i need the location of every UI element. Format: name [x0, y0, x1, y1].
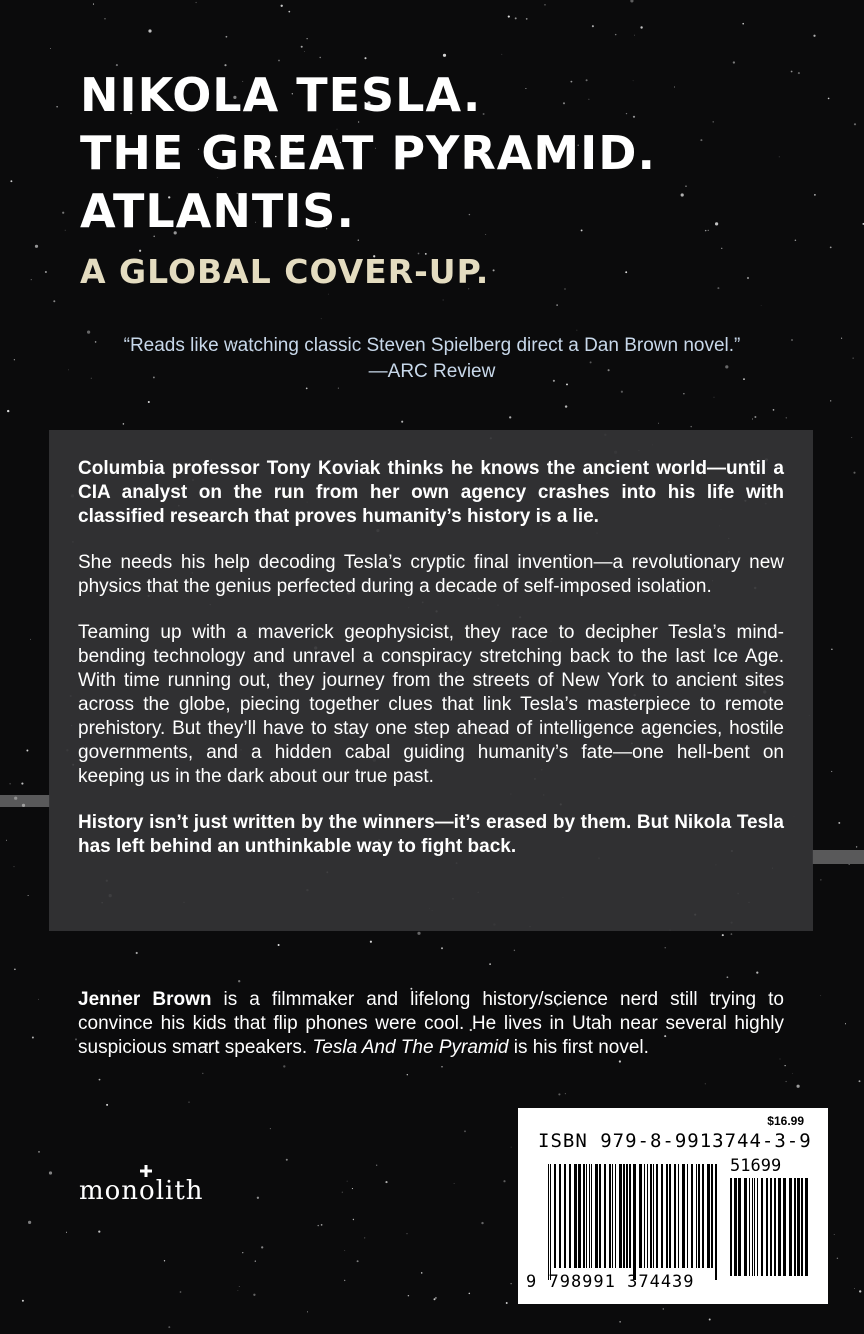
- star: [9, 783, 10, 784]
- star: [99, 1079, 101, 1081]
- star: [564, 288, 565, 289]
- review-quote: [120, 333, 744, 385]
- barcode-bar: [734, 1178, 737, 1276]
- star: [779, 157, 780, 158]
- quote-text: “Reads like watching classic Steven Spielberg direct a Dan Brown novel.”: [123, 335, 741, 356]
- headline: [80, 66, 656, 240]
- barcode-bar: [783, 1178, 786, 1276]
- publisher-name: monolith: [79, 1176, 204, 1206]
- star: [708, 230, 709, 231]
- star: [342, 1192, 343, 1193]
- star: [683, 393, 684, 394]
- star: [690, 426, 691, 427]
- star: [443, 300, 444, 301]
- star: [10, 180, 12, 182]
- barcode-bar: [619, 1164, 622, 1268]
- barcode-bar: [569, 1164, 571, 1268]
- star: [344, 1250, 345, 1251]
- price-label: $16.99: [767, 1114, 804, 1128]
- star: [257, 1197, 259, 1199]
- barcode-bar: [674, 1164, 676, 1268]
- barcode-bar: [715, 1164, 717, 1280]
- star: [318, 1225, 319, 1226]
- star: [845, 1023, 846, 1024]
- ean-number: 9 798991 374439: [526, 1272, 695, 1292]
- star: [22, 1300, 24, 1302]
- star: [685, 185, 686, 186]
- barcode-bar: [797, 1178, 800, 1276]
- star: [792, 1073, 793, 1074]
- star: [286, 1159, 288, 1161]
- barcode-bar: [744, 1178, 747, 1276]
- isbn-label: ISBN 979-8-9913744-3-9: [538, 1130, 812, 1152]
- star: [93, 4, 94, 5]
- star: [28, 1221, 31, 1224]
- star: [515, 17, 517, 19]
- barcode-bar: [766, 1178, 768, 1276]
- star: [62, 212, 64, 214]
- star: [509, 416, 511, 418]
- star: [65, 230, 66, 231]
- barcode-bar: [599, 1164, 601, 1268]
- star: [791, 71, 793, 73]
- star: [834, 1234, 835, 1235]
- star: [621, 391, 623, 393]
- star: [66, 1232, 67, 1233]
- star: [854, 1288, 855, 1289]
- star: [514, 950, 515, 951]
- star: [344, 1280, 345, 1281]
- barcode-bar: [702, 1164, 704, 1268]
- star: [831, 771, 832, 772]
- star: [417, 932, 420, 935]
- barcode-bar: [666, 1164, 668, 1268]
- star: [556, 304, 557, 305]
- star: [168, 1326, 170, 1328]
- star: [785, 1065, 786, 1066]
- star: [715, 222, 718, 225]
- star: [14, 968, 16, 970]
- star: [851, 437, 852, 438]
- star: [859, 1080, 861, 1082]
- star: [727, 976, 729, 978]
- barcode-bar: [687, 1164, 688, 1268]
- star: [14, 359, 15, 360]
- barcode-bar: [578, 1164, 581, 1268]
- star: [87, 331, 90, 334]
- star: [681, 193, 684, 196]
- barcode-bar: [615, 1164, 616, 1268]
- star: [364, 1237, 365, 1238]
- star: [307, 38, 308, 39]
- star: [347, 1181, 348, 1182]
- star: [136, 952, 138, 954]
- barcode-bar: [707, 1164, 710, 1268]
- star: [791, 339, 793, 341]
- star: [558, 1093, 560, 1095]
- star: [202, 1073, 203, 1074]
- star: [830, 246, 832, 248]
- star: [304, 51, 305, 52]
- headline-line-1: NIKOLA TESLA.: [80, 68, 482, 122]
- star: [665, 947, 666, 948]
- description-panel: [49, 430, 813, 931]
- star: [50, 48, 51, 49]
- barcode-bar: [730, 1178, 732, 1276]
- star: [239, 1286, 240, 1287]
- star: [283, 1065, 285, 1067]
- star: [49, 1171, 52, 1174]
- star: [747, 277, 749, 279]
- star: [577, 330, 578, 331]
- star: [352, 1188, 353, 1189]
- star: [28, 895, 29, 896]
- barcode-bar: [669, 1164, 671, 1268]
- star: [658, 423, 659, 424]
- star: [859, 1290, 861, 1292]
- star: [722, 934, 724, 936]
- star: [469, 1293, 471, 1295]
- barcode-bar: [559, 1164, 561, 1268]
- star: [464, 1130, 466, 1132]
- star: [253, 1294, 255, 1296]
- description-paragraph-1: Columbia professor Tony Koviak thinks he knows the ancient world—until a CIA analyst on the run from her own agency crashes into his life with classified research that proves humanity’s history is a lie.: [78, 458, 784, 527]
- star: [713, 121, 714, 122]
- star: [773, 409, 775, 411]
- star: [565, 1093, 566, 1094]
- star: [357, 1260, 359, 1262]
- barcode-bar: [711, 1164, 713, 1268]
- star: [189, 1102, 190, 1103]
- tagline: A GLOBAL COVER-UP.: [80, 252, 490, 291]
- barcode-bar: [650, 1164, 652, 1268]
- barcode-bar: [696, 1164, 697, 1268]
- star: [104, 18, 105, 19]
- star: [838, 822, 840, 824]
- star: [14, 866, 15, 867]
- barcode-bar: [789, 1178, 792, 1276]
- star: [853, 472, 855, 474]
- star: [364, 57, 366, 59]
- star: [742, 23, 744, 25]
- star: [53, 300, 55, 302]
- star: [441, 947, 443, 949]
- star: [489, 963, 491, 965]
- star: [56, 106, 57, 107]
- star: [278, 944, 280, 946]
- headline-line-2: THE GREAT PYRAMID.: [80, 126, 656, 180]
- star: [408, 1295, 409, 1296]
- barcode-bar: [586, 1164, 587, 1268]
- star: [164, 1260, 165, 1261]
- star: [35, 245, 38, 248]
- barcode-bar: [633, 1164, 636, 1280]
- star: [319, 57, 320, 58]
- star: [511, 1283, 512, 1284]
- star: [31, 279, 32, 280]
- star: [307, 1311, 308, 1312]
- description-paragraph-2: She needs his help decoding Tesla’s cryptic final invention—a revolutionary new physics that the genius perfected during a decade of self-imposed isolation.: [78, 552, 784, 597]
- description-text: [78, 457, 784, 881]
- star: [7, 410, 9, 412]
- star: [95, 341, 97, 343]
- star: [261, 1246, 263, 1248]
- star: [493, 269, 495, 271]
- barcode-bar: [653, 1164, 654, 1268]
- star: [270, 1128, 271, 1129]
- barcode-bar: [609, 1164, 611, 1268]
- planet-ring-streak: [0, 795, 50, 807]
- barcode-bar: [770, 1178, 772, 1276]
- barcode-bar: [629, 1164, 631, 1268]
- star: [196, 2, 197, 3]
- star: [714, 397, 715, 398]
- star: [831, 649, 832, 650]
- barcode-bar: [644, 1164, 645, 1268]
- star: [321, 1224, 323, 1226]
- star: [798, 72, 800, 74]
- barcode-bar: [623, 1164, 625, 1268]
- star: [238, 980, 240, 982]
- star: [756, 972, 758, 974]
- star: [565, 405, 567, 407]
- star: [123, 423, 125, 425]
- star: [709, 1319, 711, 1321]
- star: [288, 11, 290, 13]
- star: [32, 1037, 34, 1039]
- star: [705, 1084, 706, 1085]
- star: [454, 1183, 455, 1184]
- barcode-bar: [591, 1164, 592, 1268]
- star: [786, 1081, 787, 1082]
- barcode-bar: [639, 1164, 642, 1268]
- star: [786, 417, 787, 418]
- star: [526, 18, 528, 20]
- star: [754, 416, 756, 418]
- star: [328, 294, 329, 295]
- star: [619, 1321, 620, 1322]
- star: [226, 36, 228, 38]
- star: [306, 388, 308, 390]
- quote-source: —ARC Review: [368, 361, 496, 382]
- star: [301, 46, 303, 48]
- star: [98, 1231, 100, 1233]
- barcode-bar: [778, 1178, 781, 1276]
- barcode-bar: [738, 1178, 741, 1276]
- bio-text-2: is his first novel.: [508, 1037, 649, 1058]
- star: [733, 61, 735, 63]
- star: [434, 1298, 436, 1300]
- star: [30, 639, 31, 640]
- star: [180, 1291, 182, 1293]
- star: [721, 248, 722, 249]
- barcode-bar: [589, 1164, 590, 1268]
- barcode-bar: [548, 1164, 549, 1280]
- star: [663, 1308, 664, 1309]
- star: [511, 1147, 512, 1148]
- star: [501, 54, 502, 55]
- star: [321, 318, 322, 319]
- star: [630, 0, 633, 3]
- star: [255, 1260, 256, 1261]
- star: [148, 29, 151, 32]
- star: [854, 123, 856, 125]
- barcode-bar: [805, 1178, 808, 1276]
- barcode-bar: [754, 1178, 755, 1276]
- headline-line-3: ATLANTIS.: [80, 184, 355, 238]
- barcode-bar: [604, 1164, 606, 1268]
- star: [338, 388, 339, 389]
- star: [106, 1104, 108, 1106]
- star: [281, 5, 283, 7]
- barcode-bar: [550, 1164, 551, 1280]
- star: [640, 26, 642, 28]
- star: [849, 864, 850, 865]
- barcode-bar: [752, 1178, 753, 1276]
- barcode-bar: [774, 1178, 776, 1276]
- star: [242, 1252, 243, 1253]
- barcode-bar: [612, 1164, 613, 1268]
- barcode-bar: [761, 1178, 763, 1276]
- barcode-bar: [595, 1164, 598, 1268]
- star: [820, 995, 821, 996]
- description-paragraph-4: History isn’t just written by the winners—it’s erased by them. But Nikola Tesla has left behind an unthinkable way to fight back.: [78, 812, 784, 857]
- star: [407, 1233, 408, 1234]
- star: [38, 999, 39, 1000]
- barcode-bar: [661, 1164, 663, 1268]
- star: [45, 271, 47, 273]
- star: [91, 378, 92, 379]
- author-bio: [78, 988, 784, 1060]
- author-name: Jenner Brown: [78, 989, 212, 1010]
- bio-text-1: is a filmmaker and lifelong history/science nerd still trying to convince his kids that flip phones were cool. He lives in Utah near several highly suspicious smart speakers.: [78, 989, 784, 1058]
- star: [820, 879, 821, 880]
- barcode-bar: [554, 1164, 556, 1268]
- star: [841, 338, 842, 339]
- star: [6, 840, 7, 841]
- planet-ring-streak: [812, 850, 864, 864]
- star: [407, 1074, 408, 1075]
- star: [506, 1302, 508, 1304]
- star: [797, 1085, 800, 1088]
- star: [761, 305, 762, 306]
- star: [795, 240, 797, 242]
- star: [828, 98, 830, 100]
- star: [705, 230, 706, 231]
- barcode-bar: [794, 1178, 796, 1276]
- star: [731, 933, 733, 935]
- star: [503, 1180, 505, 1182]
- star: [481, 1222, 483, 1224]
- barcode-bar: [749, 1178, 750, 1276]
- star: [615, 34, 616, 35]
- barcode-bar: [682, 1164, 685, 1268]
- star: [717, 287, 719, 289]
- star: [837, 1258, 838, 1259]
- description-paragraph-3: Teaming up with a maverick geophysicist, they race to decipher Tesla’s mind-bending technology and unravel a conspiracy stretching back to the last Ice Age. With time running out, they journey from the streets of New York to ancient sites across the globe, piecing together clues that link Tesla’s masterpiece to remote prehistory. But they’ll have to stay one step ahead of intelligence agencies, hostile governments, and a hidden cabal guiding humanity’s fate—one hell-bent on keeping us in the dark about our true past.: [78, 622, 784, 787]
- star: [238, 1290, 239, 1291]
- star: [376, 1165, 377, 1166]
- star: [370, 941, 372, 943]
- star: [830, 400, 831, 401]
- star: [38, 1151, 39, 1152]
- barcode-bar: [656, 1164, 658, 1268]
- star: [752, 419, 753, 420]
- star: [508, 16, 510, 18]
- star: [21, 783, 23, 785]
- barcode-bar: [564, 1164, 566, 1268]
- star: [856, 846, 857, 847]
- star: [68, 370, 69, 371]
- star: [421, 1272, 423, 1274]
- star: [26, 750, 28, 752]
- star: [401, 421, 403, 423]
- star: [634, 35, 635, 36]
- star: [353, 1219, 354, 1220]
- barcode-bar: [698, 1164, 700, 1268]
- star: [443, 54, 446, 57]
- star: [441, 1066, 442, 1067]
- barcode-bar: [583, 1164, 585, 1268]
- addon-number: 51699: [730, 1156, 782, 1176]
- star: [813, 35, 815, 37]
- barcode-bar: [626, 1164, 628, 1268]
- star: [674, 87, 675, 88]
- star: [853, 358, 854, 359]
- star: [544, 4, 545, 5]
- star: [625, 271, 627, 273]
- star: [619, 1060, 621, 1062]
- barcode-bar: [574, 1164, 577, 1268]
- book-title: Tesla And The Pyramid: [312, 1037, 509, 1058]
- barcode-panel: [518, 1108, 828, 1304]
- star: [75, 1038, 77, 1040]
- star: [148, 401, 150, 403]
- star: [814, 194, 816, 196]
- barcode-bar: [647, 1164, 648, 1268]
- star: [700, 139, 702, 141]
- barcode-bar: [801, 1178, 803, 1276]
- barcode-bar: [691, 1164, 693, 1268]
- star: [592, 25, 594, 27]
- barcode-bar: [678, 1164, 679, 1268]
- star: [278, 60, 280, 62]
- star: [385, 1181, 387, 1183]
- barcode-bar: [757, 1178, 758, 1276]
